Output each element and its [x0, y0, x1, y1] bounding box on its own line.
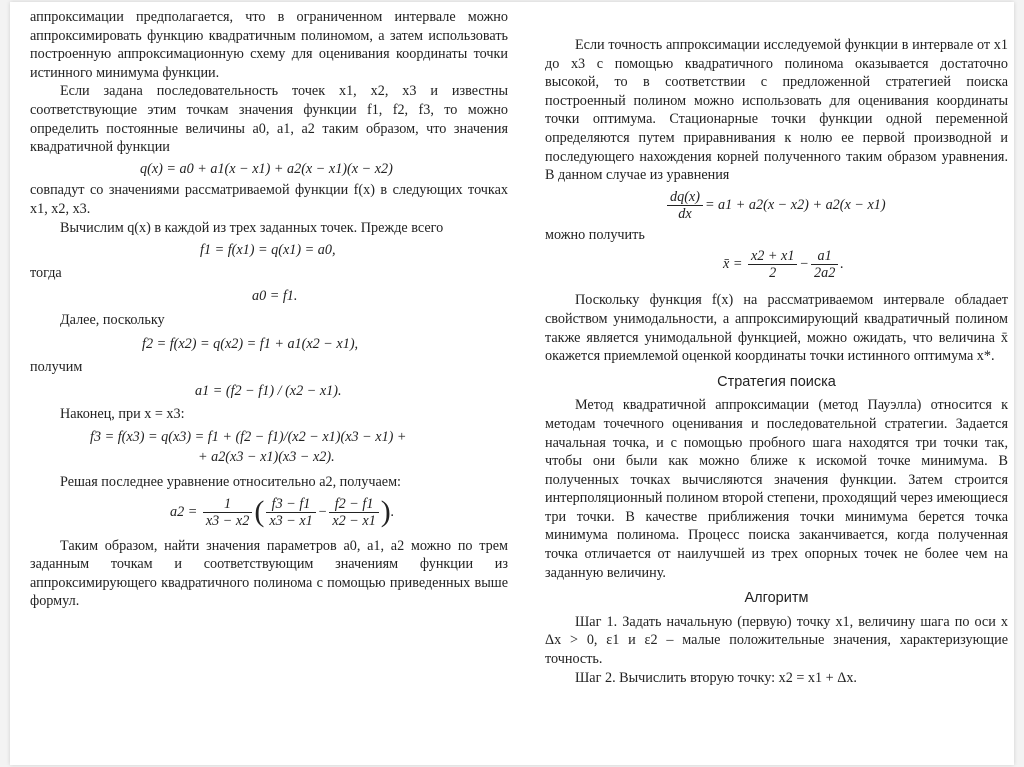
minus-sign: − [317, 503, 328, 520]
formula-f3-line2: + a2(x3 − x1)(x3 − x2). [198, 449, 335, 466]
formula-f3-line1: f3 = f(x3) = q(x3) = f1 + (f2 − f1)/(x2 − x1)(x3 − x1) + [90, 428, 407, 445]
section-heading-algorithm: Алгоритм [744, 590, 809, 607]
frac-den: x2 − x1 [332, 512, 376, 529]
frac-den: 2a2 [814, 265, 836, 282]
derivative-frac [667, 189, 703, 222]
right-paragraph-4: Метод квадратичной аппроксимации (метод Пауэлла) относится к методам точечного оценивания и последовательной стратегии. Задается начальная точка, и с помощью пробного шага находятся три точки так, чтобы они были как можно ближе к искомой точке минимума. В полученных точках вычисляются значения функции. Затем строится интерполяционный полином второй степени, проходящий через имеющиеся три точки. В качестве приближения точки минимума берется точка минимума полинома. Процесс поиска заканчивается, когда полученная точка отличается от наилучшей из трех опорных точек не более чем на заданную величину. [545, 397, 1008, 581]
formula-a2-frac1 [266, 496, 315, 529]
left-paragraph-2: Если задана последовательность точек x1, x2, x3 и известны соответствующие этим точкам значения функции f1, f2, f3, то можно определить постоянные величины a0, a1, a2 таким образом, что значения квадратичной функции [30, 83, 508, 156]
formula-a2-frac2 [329, 496, 378, 529]
formula-a1: a1 = (f2 − f1) / (x2 − x1). [195, 382, 342, 399]
left-column [30, 8, 508, 611]
left-paragraph-1: аппроксимации предполагается, что в ограниченном интервале можно аппроксимировать функцию квадратичным полиномом, а затем использовать построенную аппроксимационную схему для оценивания координаты точки истинного минимума функции. [30, 9, 508, 81]
frac-den: x3 − x2 [205, 512, 250, 529]
xbar-frac1 [748, 248, 797, 281]
derivative-rest: = a1 + a2(x − x2) + a2(x − x1) [704, 196, 886, 213]
formula-a2 [30, 496, 508, 529]
period: . [840, 256, 844, 273]
xbar-frac2 [811, 248, 838, 281]
formula-xbar [545, 248, 1008, 281]
formula-f2: f2 = f(x2) = q(x2) = f1 + a1(x2 − x1), [142, 335, 359, 352]
left-paragraph-5: Далее, поскольку [60, 311, 165, 328]
formula-q: q(x) = a0 + a1(x − x1) + a2(x − x1)(x − x2) [140, 160, 393, 177]
left-paragraph-7: Решая последнее уравнение относительно a2, получаем: [60, 474, 401, 491]
frac-num: x2 + x1 [748, 248, 797, 265]
frac-num: f3 − f1 [266, 496, 315, 513]
right-paragraph-3: Поскольку функция f(x) на рассматриваемом интервале обладает свойством унимодальности, а аппроксимирующий квадратичный полином также является унимодальной функцией, можно ожидать, что величина x̄ окажется приемлемой оценкой координаты точки истинного оптимума x*. [545, 292, 1008, 365]
left-paragraph-6: Наконец, при x = x3: [60, 406, 185, 423]
frac-den: dx [678, 205, 692, 222]
right-paragraph-2: можно получить [545, 226, 645, 243]
left-paragraph-8: Таким образом, найти значения параметров a0, a1, a2 можно по трем заданным точкам и соответствующим значениям функции из аппроксимирующего квадратичного полинома с помощью приведенных выше формул. [30, 537, 508, 610]
formula-a2-coef [203, 496, 252, 529]
frac-num: f2 − f1 [329, 496, 378, 513]
paren-open: ( [254, 494, 265, 528]
page [10, 2, 1014, 765]
xbar-lhs: x̄ = [723, 256, 743, 273]
frac-den: x3 − x1 [269, 512, 313, 529]
left-paragraph-3: совпадут со значениями рассматриваемой функции f(x) в следующих точках x1, x2, x3. [30, 182, 508, 217]
formula-derivative [545, 189, 1008, 222]
section-heading-search-strategy: Стратегия поиска [717, 373, 836, 390]
formula-a0: a0 = f1. [252, 288, 298, 305]
frac-num: dq(x) [667, 189, 703, 206]
right-paragraph-5: Шаг 1. Задать начальную (первую) точку x1, величину шага по оси x Δx > 0, ε1 и ε2 – малые положительные значения, характеризующие точность. [545, 613, 1008, 668]
word-togda: тогда [30, 264, 62, 281]
right-paragraph-6: Шаг 2. Вычислить вторую точку: x2 = x1 + Δx. [575, 669, 857, 686]
frac-num: 1 [203, 496, 252, 513]
formula-a2-lhs: a2 = [170, 503, 198, 520]
left-paragraph-4: Вычислим q(x) в каждой из трех заданных точек. Прежде всего [60, 219, 444, 236]
period: . [390, 503, 395, 520]
word-poluchim: получим [30, 359, 83, 376]
frac-num: a1 [811, 248, 838, 265]
frac-den: 2 [769, 265, 777, 282]
minus-sign: − [799, 256, 809, 273]
right-column [545, 36, 1008, 687]
right-paragraph-1: Если точность аппроксимации исследуемой функции в интервале от x1 до x3 с помощью квадратичного полинома оказывается достаточно высокой, то в соответствии с предложенной стратегией поиска построенный полином можно использовать для оценивания координаты точки оптимума. Стационарные точки функции одной переменной определяются путем приравнивания к нолю ее первой производной и последующего нахождения корней полученного таким образом уравнения. В данном случае из уравнения [545, 37, 1008, 184]
formula-f1: f1 = f(x1) = q(x1) = a0, [200, 242, 336, 259]
paren-close: ) [380, 494, 391, 528]
